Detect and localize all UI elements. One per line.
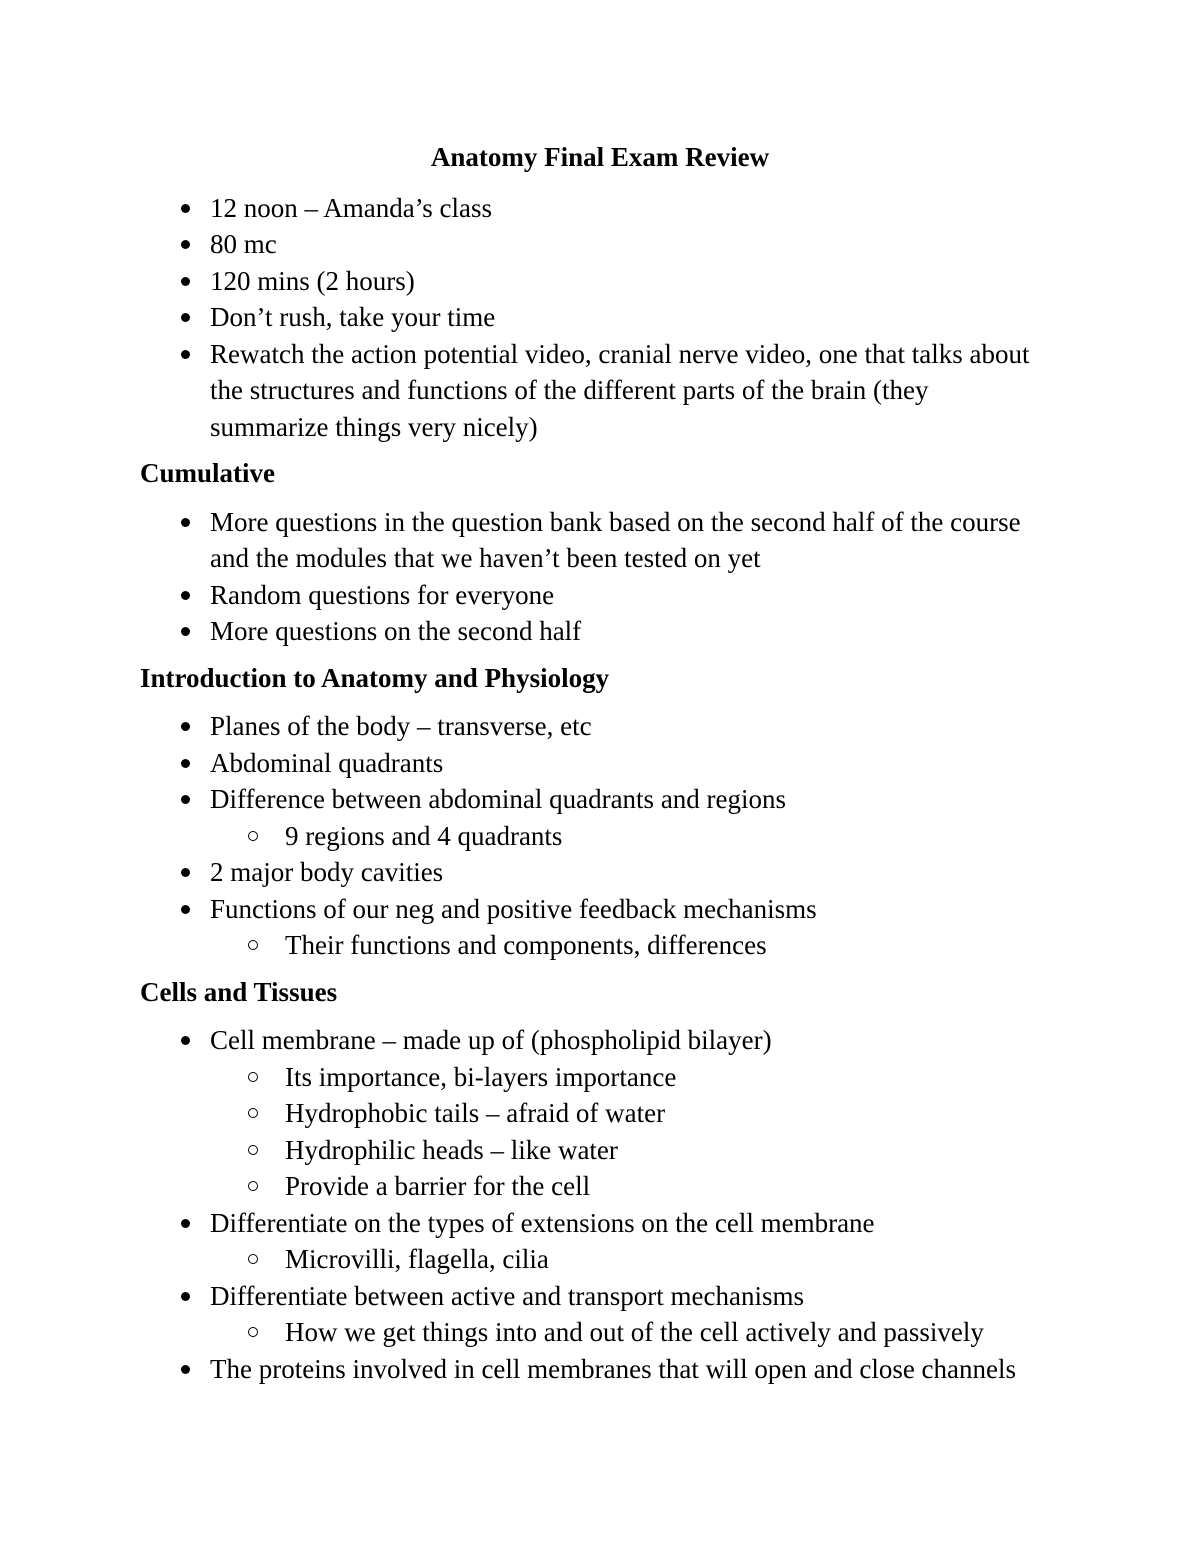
sub-bullet-item xyxy=(140,1168,1050,1205)
sub-bullet-item xyxy=(140,1059,1050,1096)
hollow-circle-bullet-icon xyxy=(248,1254,258,1264)
bullet-text: 12 noon – Amanda’s class xyxy=(210,192,492,223)
filled-circle-bullet-icon xyxy=(181,722,190,731)
bullet-text: Rewatch the action potential video, cranial nerve video, one that talks about the structures and functions of the different parts of the brain (they summarize things very nicely) xyxy=(210,338,1030,442)
bullet-item xyxy=(140,1022,1050,1059)
bullet-item xyxy=(140,577,1050,614)
filled-circle-bullet-icon xyxy=(181,240,190,249)
hollow-circle-bullet-icon xyxy=(248,1327,258,1337)
bullet-text: Difference between abdominal quadrants and regions xyxy=(210,784,787,814)
bullet-text: Planes of the body – transverse, etc xyxy=(210,711,592,741)
sub-bullet-item xyxy=(140,818,1050,855)
filled-circle-bullet-icon xyxy=(181,868,190,877)
bullet-text: More questions in the question bank based on the second half of the course and the modules that we haven’t been tested on yet xyxy=(210,506,1021,573)
bullet-text: Provide a barrier for the cell xyxy=(285,1171,591,1201)
filled-circle-bullet-icon xyxy=(181,1219,190,1228)
filled-circle-bullet-icon xyxy=(181,204,190,213)
document-body xyxy=(140,190,1060,1388)
bullet-list xyxy=(140,1022,1060,1387)
hollow-circle-bullet-icon xyxy=(248,1181,258,1191)
bullet-text: More questions on the second half xyxy=(210,616,582,646)
bullet-item xyxy=(140,1205,1050,1242)
filled-circle-bullet-icon xyxy=(181,277,190,286)
section-heading: Cells and Tissues xyxy=(140,976,338,1007)
bullet-item xyxy=(140,708,1050,745)
bullet-text: Hydrophilic heads – like water xyxy=(285,1134,618,1165)
bullet-text: Their functions and components, differences xyxy=(285,930,767,960)
filled-circle-bullet-icon xyxy=(181,1036,190,1045)
bullet-text: 120 mins (2 hours) xyxy=(210,265,415,296)
section-heading: Cumulative xyxy=(140,458,275,488)
bullet-item xyxy=(140,781,1050,818)
filled-circle-bullet-icon xyxy=(181,350,190,359)
bullet-list xyxy=(140,504,1060,650)
hollow-circle-bullet-icon xyxy=(248,1108,258,1118)
bullet-item xyxy=(140,1278,1050,1315)
section-heading: Introduction to Anatomy and Physiology xyxy=(140,662,610,693)
hollow-circle-bullet-icon xyxy=(248,1145,258,1155)
bullet-item xyxy=(140,613,1050,650)
bullet-text: How we get things into and out of the cell actively and passively xyxy=(285,1317,984,1347)
sub-bullet-item xyxy=(140,1241,1050,1278)
filled-circle-bullet-icon xyxy=(181,518,190,527)
bullet-item xyxy=(140,504,1050,577)
sub-bullet-item xyxy=(140,1132,1050,1169)
sub-bullet-item xyxy=(140,927,1050,964)
bullet-item xyxy=(140,336,1050,446)
document-title: Anatomy Final Exam Review xyxy=(430,142,770,172)
sub-bullet-item xyxy=(140,1095,1050,1132)
hollow-circle-bullet-icon xyxy=(248,940,258,950)
filled-circle-bullet-icon xyxy=(181,905,190,914)
hollow-circle-bullet-icon xyxy=(248,831,258,841)
filled-circle-bullet-icon xyxy=(181,1292,190,1301)
bullet-list xyxy=(140,190,1060,446)
filled-circle-bullet-icon xyxy=(181,795,190,804)
bullet-text: 80 mc xyxy=(210,229,277,259)
bullet-item xyxy=(140,745,1050,782)
bullet-text: Cell membrane – made up of (phospholipid bilayer) xyxy=(210,1025,772,1055)
bullet-text: Abdominal quadrants xyxy=(210,747,444,778)
bullet-text: Functions of our neg and positive feedback mechanisms xyxy=(210,893,817,924)
bullet-item xyxy=(140,226,1050,263)
bullet-text: Differentiate between active and transport mechanisms xyxy=(210,1280,805,1311)
bullet-item xyxy=(140,299,1050,336)
bullet-text: Hydrophobic tails – afraid of water xyxy=(285,1098,666,1128)
bullet-text: 2 major body cavities xyxy=(210,857,444,887)
bullet-list xyxy=(140,708,1060,964)
bullet-text: Its importance, bi-layers importance xyxy=(285,1061,677,1092)
bullet-text: Differentiate on the types of extensions on the cell membrane xyxy=(210,1207,875,1238)
sub-bullet-item xyxy=(140,1314,1050,1351)
filled-circle-bullet-icon xyxy=(181,313,190,322)
filled-circle-bullet-icon xyxy=(181,759,190,768)
filled-circle-bullet-icon xyxy=(181,627,190,636)
bullet-text: The proteins involved in cell membranes that will open and close channels xyxy=(210,1353,1017,1384)
bullet-item xyxy=(140,854,1050,891)
bullet-item xyxy=(140,190,1050,227)
hollow-circle-bullet-icon xyxy=(248,1072,258,1082)
bullet-item xyxy=(140,1351,1050,1388)
bullet-text: 9 regions and 4 quadrants xyxy=(285,820,563,851)
filled-circle-bullet-icon xyxy=(181,1365,190,1374)
filled-circle-bullet-icon xyxy=(181,591,190,600)
bullet-item xyxy=(140,263,1050,300)
bullet-item xyxy=(140,891,1050,928)
bullet-text: Don’t rush, take your time xyxy=(210,302,496,332)
bullet-text: Random questions for everyone xyxy=(210,579,555,610)
bullet-text: Microvilli, flagella, cilia xyxy=(285,1244,549,1274)
